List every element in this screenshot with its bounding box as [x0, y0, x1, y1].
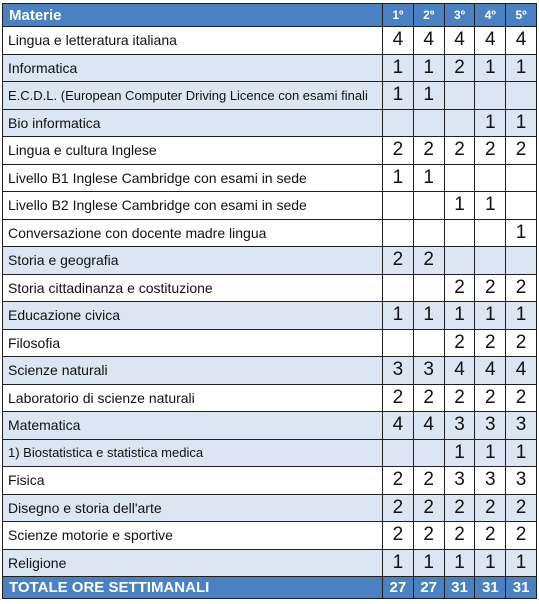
hours-cell: 1: [506, 109, 537, 137]
hours-cell: 1: [444, 439, 475, 467]
hours-cell: 2: [506, 137, 537, 165]
hours-cell: 2: [475, 522, 506, 550]
hours-cell: 1: [444, 302, 475, 330]
hours-cell: 2: [475, 384, 506, 412]
hours-cell: 1: [475, 54, 506, 82]
total-hours-cell: 27: [383, 577, 414, 599]
hours-cell: 2: [475, 274, 506, 302]
hours-cell: 4: [413, 412, 444, 440]
table-row: [3, 82, 537, 110]
hours-cell: [383, 192, 414, 220]
hours-cell: 2: [444, 384, 475, 412]
hours-cell: 4: [383, 412, 414, 440]
subject-name: Scienze naturali: [3, 357, 383, 385]
table-row: [3, 109, 537, 137]
total-row: [3, 577, 537, 599]
hours-cell: 2: [383, 494, 414, 522]
hours-cell: 2: [444, 137, 475, 165]
subject-name: Lingua e letteratura italiana: [3, 27, 383, 55]
hours-cell: [383, 329, 414, 357]
hours-cell: [413, 329, 444, 357]
subject-name: Livello B2 Inglese Cambridge con esami in sede: [3, 192, 383, 220]
hours-cell: [444, 164, 475, 192]
hours-cell: 2: [444, 54, 475, 82]
hours-cell: 1: [506, 54, 537, 82]
hours-cell: [383, 439, 414, 467]
hours-cell: 2: [506, 494, 537, 522]
hours-cell: 2: [383, 137, 414, 165]
hours-cell: [413, 439, 444, 467]
hours-cell: [506, 247, 537, 275]
total-hours-cell: 27: [413, 577, 444, 599]
hours-cell: 1: [506, 219, 537, 247]
hours-cell: [413, 219, 444, 247]
table-row: [3, 27, 537, 55]
year-4-header: 4º: [475, 4, 506, 27]
hours-cell: 2: [413, 247, 444, 275]
hours-cell: 1: [475, 109, 506, 137]
hours-cell: 1: [444, 192, 475, 220]
hours-cell: [475, 219, 506, 247]
hours-cell: 4: [383, 27, 414, 55]
hours-cell: 2: [444, 522, 475, 550]
table-row: [3, 412, 537, 440]
hours-cell: 2: [413, 522, 444, 550]
hours-cell: 1: [383, 164, 414, 192]
hours-cell: [383, 274, 414, 302]
hours-cell: 2: [506, 522, 537, 550]
hours-cell: 1: [475, 439, 506, 467]
hours-cell: [413, 274, 444, 302]
hours-cell: [383, 109, 414, 137]
subject-name: Disegno e storia dell'arte: [3, 494, 383, 522]
total-hours-cell: 31: [506, 577, 537, 599]
table-row: [3, 274, 537, 302]
hours-cell: [506, 82, 537, 110]
hours-cell: 1: [383, 549, 414, 577]
subject-name: Lingua e cultura Inglese: [3, 137, 383, 165]
hours-cell: [413, 109, 444, 137]
hours-cell: 2: [506, 274, 537, 302]
hours-cell: 4: [506, 357, 537, 385]
table-row: [3, 357, 537, 385]
hours-cell: [444, 109, 475, 137]
table-row: [3, 247, 537, 275]
subject-name: Religione: [3, 549, 383, 577]
table-row: [3, 329, 537, 357]
hours-cell: [475, 82, 506, 110]
table-row: [3, 384, 537, 412]
hours-cell: 2: [413, 384, 444, 412]
hours-cell: [475, 164, 506, 192]
hours-cell: 4: [506, 27, 537, 55]
hours-cell: 2: [506, 384, 537, 412]
hours-cell: [444, 247, 475, 275]
table-row: [3, 219, 537, 247]
table-row: [3, 522, 537, 550]
hours-cell: 1: [383, 54, 414, 82]
hours-cell: 2: [475, 329, 506, 357]
total-hours-cell: 31: [444, 577, 475, 599]
hours-cell: 4: [413, 27, 444, 55]
hours-cell: [475, 247, 506, 275]
hours-cell: 2: [444, 274, 475, 302]
hours-cell: 1: [413, 549, 444, 577]
subject-name: Informatica: [3, 54, 383, 82]
hours-cell: 4: [444, 357, 475, 385]
total-hours-cell: 31: [475, 577, 506, 599]
header-row: [3, 4, 537, 27]
table-row: [3, 439, 537, 467]
hours-cell: 1: [413, 54, 444, 82]
year-5-header: 5º: [506, 4, 537, 27]
year-1-header: 1º: [383, 4, 414, 27]
hours-cell: 1: [506, 549, 537, 577]
hours-cell: 1: [383, 82, 414, 110]
subject-name: 1) Biostatistica e statistica medica: [3, 439, 383, 467]
hours-cell: 1: [475, 192, 506, 220]
hours-cell: 2: [444, 494, 475, 522]
subject-name: Conversazione con docente madre lingua: [3, 219, 383, 247]
hours-cell: 3: [444, 467, 475, 495]
table-row: [3, 54, 537, 82]
hours-cell: [444, 219, 475, 247]
hours-cell: 3: [383, 357, 414, 385]
hours-cell: 2: [383, 384, 414, 412]
hours-cell: 2: [413, 494, 444, 522]
subject-name: Livello B1 Inglese Cambridge con esami in sede: [3, 164, 383, 192]
hours-cell: 1: [413, 82, 444, 110]
hours-cell: 1: [506, 302, 537, 330]
hours-cell: 4: [444, 27, 475, 55]
subject-name: Filosofia: [3, 329, 383, 357]
hours-cell: 3: [444, 412, 475, 440]
hours-cell: 2: [475, 137, 506, 165]
hours-cell: 2: [506, 329, 537, 357]
subject-name: Fisica: [3, 467, 383, 495]
subject-name: Matematica: [3, 412, 383, 440]
hours-cell: 4: [475, 27, 506, 55]
hours-cell: 4: [475, 357, 506, 385]
table-row: [3, 302, 537, 330]
hours-cell: 1: [506, 439, 537, 467]
subject-name: Storia cittadinanza e costituzione: [3, 274, 383, 302]
hours-cell: 2: [383, 247, 414, 275]
total-label: TOTALE ORE SETTIMANALI: [3, 577, 383, 599]
hours-cell: [413, 192, 444, 220]
hours-cell: 2: [413, 137, 444, 165]
hours-cell: 2: [444, 329, 475, 357]
hours-cell: 1: [444, 549, 475, 577]
subject-column-header: Materie: [3, 4, 383, 27]
year-2-header: 2º: [413, 4, 444, 27]
hours-cell: [506, 164, 537, 192]
hours-cell: [506, 192, 537, 220]
hours-cell: 1: [475, 549, 506, 577]
curriculum-table: [2, 3, 537, 599]
hours-cell: 2: [383, 522, 414, 550]
subject-name: Storia e geografia: [3, 247, 383, 275]
hours-cell: 3: [475, 467, 506, 495]
hours-cell: [444, 82, 475, 110]
table-row: [3, 494, 537, 522]
table-row: [3, 192, 537, 220]
hours-cell: 3: [475, 412, 506, 440]
hours-cell: 3: [506, 467, 537, 495]
subject-name: Scienze motorie e sportive: [3, 522, 383, 550]
table-row: [3, 137, 537, 165]
subject-name: Bio informatica: [3, 109, 383, 137]
table-row: [3, 467, 537, 495]
hours-cell: 1: [413, 164, 444, 192]
hours-cell: [383, 219, 414, 247]
hours-cell: 1: [413, 302, 444, 330]
subject-name: Educazione civica: [3, 302, 383, 330]
table-row: [3, 164, 537, 192]
hours-cell: 1: [383, 302, 414, 330]
hours-cell: 2: [383, 467, 414, 495]
hours-cell: 2: [475, 494, 506, 522]
hours-cell: 3: [506, 412, 537, 440]
hours-cell: 2: [413, 467, 444, 495]
subject-name: E.C.D.L. (European Computer Driving Licence con esami finali: [3, 82, 383, 110]
year-3-header: 3º: [444, 4, 475, 27]
hours-cell: 1: [475, 302, 506, 330]
subject-name: Laboratorio di scienze naturali: [3, 384, 383, 412]
table-row: [3, 549, 537, 577]
hours-cell: 3: [413, 357, 444, 385]
